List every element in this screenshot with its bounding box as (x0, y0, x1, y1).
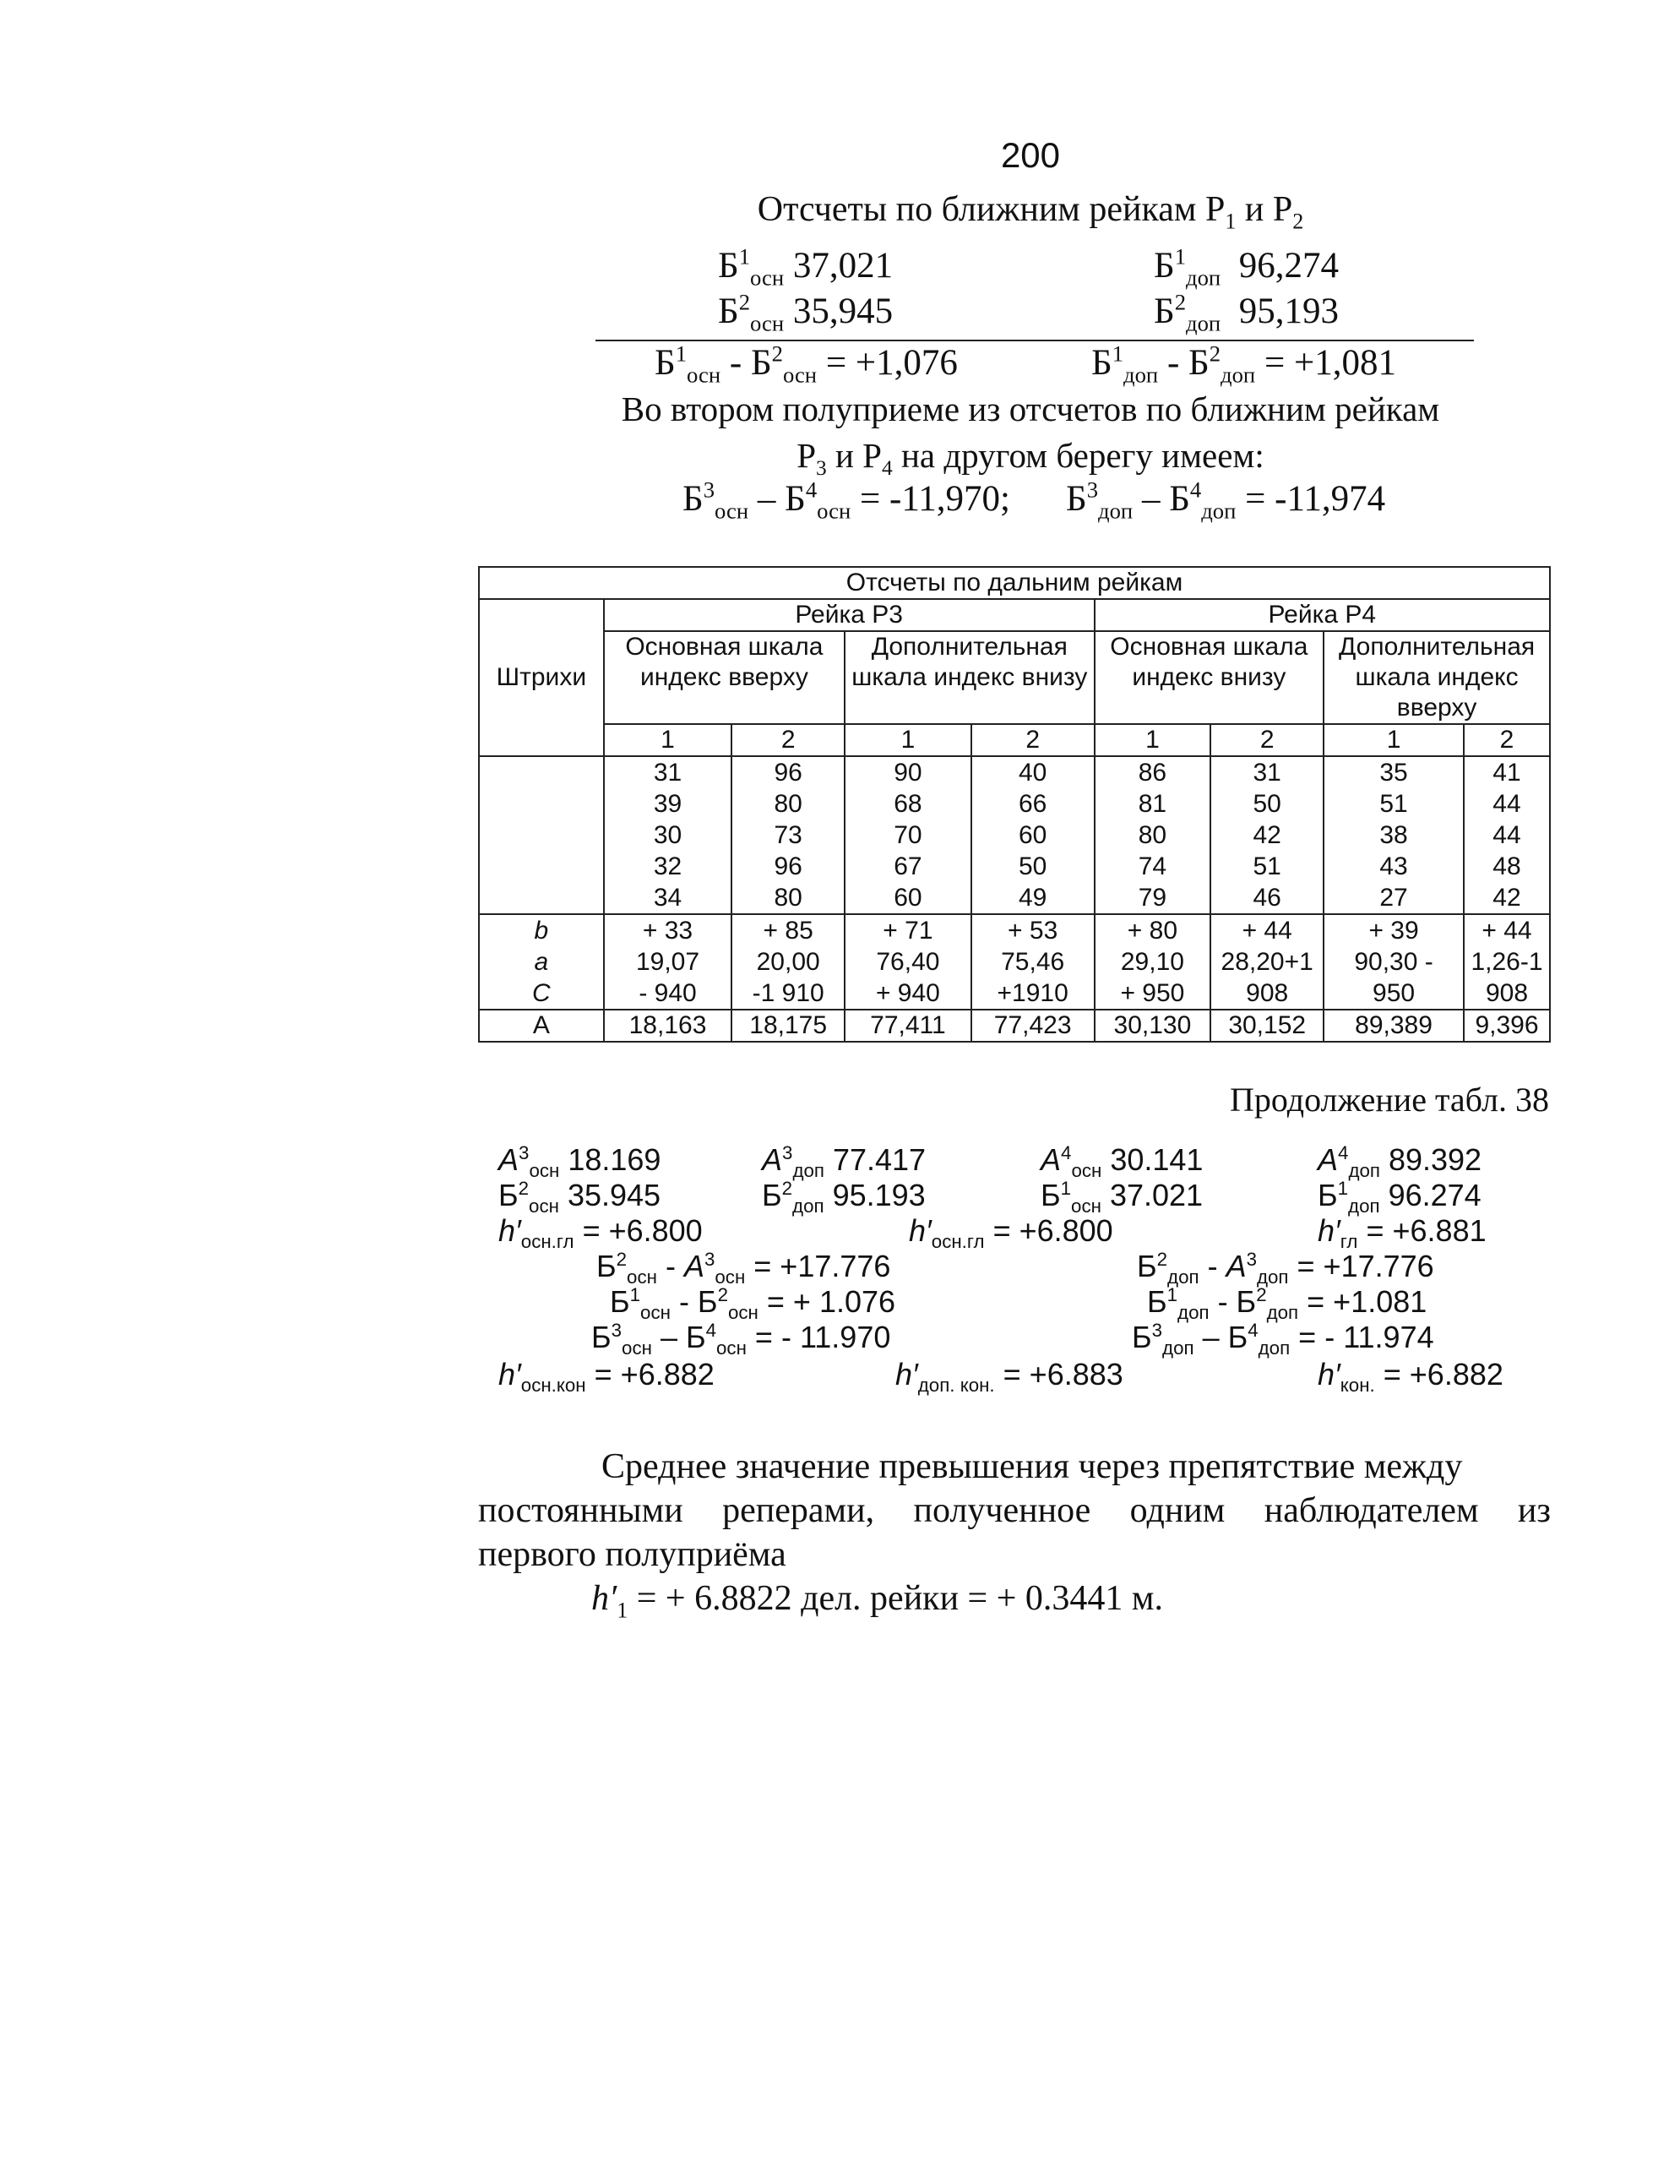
table-cell: 80 (1095, 820, 1211, 851)
near-b2-osn: $Б^2_{осн}$ 35,945 (718, 289, 894, 336)
calc-h-gl: $h'_{гл} = +6.881$ (1318, 1213, 1487, 1253)
table-total-row (479, 1010, 1550, 1042)
near-b1-osn: $Б^1_{осн}$ 37,021 (718, 243, 894, 291)
calc-h-osn-gl: $h'_{осн.гл} = +6.800$ (498, 1213, 703, 1253)
table-cell: 49 (971, 882, 1095, 914)
total-cell: 30,152 (1210, 1010, 1324, 1042)
table-cell: + 80 (1095, 914, 1211, 946)
near-rods-title: Отсчеты по ближним рейкам $Р_1$ и $Р_2$ (757, 190, 1304, 234)
table-cell: 1,26-1 (1464, 946, 1550, 978)
table-cell: 60 (971, 820, 1095, 851)
table-cell: 90,30 - (1324, 946, 1464, 978)
total-label: A (479, 1010, 604, 1042)
calc-b2-a3-osn: $Б^2_{осн} - A^3_{осн} = +17.776$ (596, 1249, 891, 1288)
table-title: Отсчеты по дальним рейкам (479, 567, 1550, 599)
strokes-header-top (479, 599, 604, 631)
group-p4-extra: Дополнительная шкала индекс вверху (1324, 631, 1550, 724)
table-cell: 30 (604, 820, 732, 851)
paragraph-line1: Среднее значение превышения через препятствие между (601, 1447, 1463, 1486)
total-cell: 89,389 (1324, 1010, 1464, 1042)
calc-h-dop-kon: $h'_{доп. кон.} = +6.883$ (895, 1357, 1123, 1397)
rod-p3-header: Рейка Р3 (604, 599, 1095, 631)
calc-row-label: a (479, 946, 604, 978)
calc-b1-dop: $Б^1_{доп}$ 96.274 (1318, 1178, 1482, 1217)
table-cell: +1910 (971, 978, 1095, 1010)
total-cell: 30,130 (1095, 1010, 1211, 1042)
table-cell: 34 (604, 882, 732, 914)
table-cell: + 71 (845, 914, 971, 946)
subheader-cell: 1 (604, 724, 732, 756)
table-continuation: Продолжение табл. 38 (1230, 1081, 1549, 1119)
strokes-label-cell (479, 820, 604, 851)
near-diff-osn: $Б^1_{осн} - Б^2_{осн} = +1,076$ (655, 340, 958, 388)
total-cell: 77,411 (845, 1010, 971, 1042)
calc-b2-osn: $Б^2_{осн}$ 35.945 (498, 1178, 661, 1217)
calc-h-dop-gl: $h'_{осн.гл} = +6.800$ (909, 1213, 1113, 1253)
table-cell: 44 (1464, 788, 1550, 820)
table-cell: 50 (1210, 788, 1324, 820)
near-diff-dop: $Б^1_{доп} - Б^2_{доп} = +1,081$ (1091, 340, 1396, 388)
calc-row-label: b (479, 914, 604, 946)
table-cell: + 33 (604, 914, 732, 946)
calc-b3-b4-osn: $Б^3_{осн} - Б^4_{осн}$ = - 11.970 (591, 1320, 891, 1359)
strokes-label-cell (479, 851, 604, 882)
table-cell: 19,07 (604, 946, 732, 978)
table-cell: 50 (971, 851, 1095, 882)
near-sum-rule (595, 340, 1474, 341)
table-cell: 66 (971, 788, 1095, 820)
table-cell: 42 (1464, 882, 1550, 914)
table-row (479, 946, 1550, 978)
subheader-cell: 2 (971, 724, 1095, 756)
table-cell: 51 (1324, 788, 1464, 820)
table-cell: 20,00 (731, 946, 845, 978)
calc-a3-osn: $A^3_{осн}$ 18.169 (498, 1142, 661, 1182)
table-row (479, 756, 1550, 788)
subheader-cell: 1 (1095, 724, 1211, 756)
table-cell: 950 (1324, 978, 1464, 1010)
table-cell: 81 (1095, 788, 1211, 820)
table-cell: 67 (845, 851, 971, 882)
strokes-label-cell (479, 756, 604, 788)
group-p3-main: Основная шкала индекс вверху (604, 631, 845, 724)
table-cell: 70 (845, 820, 971, 851)
table-row (479, 820, 1550, 851)
table-cell: 73 (731, 820, 845, 851)
near-diff34-dop: $Б^3_{доп} - Б^4_{доп} = -11,974$ (1066, 477, 1386, 524)
strokes-label-cell (479, 788, 604, 820)
group-p4-main: Основная шкала индекс внизу (1095, 631, 1324, 724)
table-cell: 41 (1464, 756, 1550, 788)
table-cell: 96 (731, 756, 845, 788)
total-cell: 9,396 (1464, 1010, 1550, 1042)
second-half-line2: $Р_3$ и $Р_4$ на другом берегу имеем: (797, 436, 1264, 481)
table-cell: + 44 (1210, 914, 1324, 946)
table-cell: 68 (845, 788, 971, 820)
table-cell: 90 (845, 756, 971, 788)
table-cell: + 39 (1324, 914, 1464, 946)
table-calc-body (479, 914, 1550, 1010)
table-cell: 80 (731, 788, 845, 820)
table-cell: 46 (1210, 882, 1324, 914)
table-cell: + 44 (1464, 914, 1550, 946)
calc-b1-osn: $Б^1_{осн}$ 37.021 (1041, 1178, 1204, 1217)
table-subheader-row (479, 724, 1550, 756)
table-cell: 908 (1464, 978, 1550, 1010)
calc-b1-b2-osn: $Б^1_{осн} - Б^2_{осн}$ = + 1.076 (610, 1284, 896, 1324)
result-formula: $h'_1$ = + 6.8822 дел. рейки = + 0.3441 м. (591, 1579, 1163, 1623)
table-cell: 48 (1464, 851, 1550, 882)
table-row (479, 851, 1550, 882)
table-cell: 96 (731, 851, 845, 882)
subheader-cell: 1 (845, 724, 971, 756)
page-number: 200 (1000, 135, 1061, 175)
table-cell: + 950 (1095, 978, 1211, 1010)
table-cell: 29,10 (1095, 946, 1211, 978)
calc-row-label: C (479, 978, 604, 1010)
table-row (479, 978, 1550, 1010)
paragraph-line3: первого полуприёма (478, 1535, 786, 1574)
strokes-label-cell (479, 882, 604, 914)
near-b2-dop: $Б^2_{доп}$ 95,193 (1154, 289, 1339, 336)
table-group-row (479, 631, 1550, 724)
second-half-line1: Во втором полуприеме из отсчетов по ближним рейкам (621, 389, 1440, 428)
total-cell: 18,175 (731, 1010, 845, 1042)
paragraph-line2: постоянными реперами, полученное одним наблюдателем из (478, 1491, 1551, 1530)
calc-h-kon: $h'_{кон.} = +6.882$ (1318, 1357, 1503, 1397)
table-cell: 80 (731, 882, 845, 914)
calc-b1-b2-dop: $Б^1_{доп} - Б^2_{доп} = +1.081$ (1147, 1284, 1427, 1324)
calc-b2-dop: $Б^2_{доп}$ 95.193 (762, 1178, 926, 1217)
rod-p4-header: Рейка Р4 (1095, 599, 1550, 631)
table-cell: 40 (971, 756, 1095, 788)
table-cell: 39 (604, 788, 732, 820)
calc-a4-osn: $A^4_{осн}$ 30.141 (1041, 1142, 1204, 1182)
calc-h-osn-kon: $h'_{осн.кон} = +6.882$ (498, 1357, 715, 1397)
table-title-row (479, 567, 1550, 599)
subheader-cell: 2 (731, 724, 845, 756)
table-cell: + 53 (971, 914, 1095, 946)
subheader-cell: 1 (1324, 724, 1464, 756)
table-cell: 74 (1095, 851, 1211, 882)
table-cell: 42 (1210, 820, 1324, 851)
table-cell: - 940 (604, 978, 732, 1010)
table-cell: 35 (1324, 756, 1464, 788)
table-row (479, 914, 1550, 946)
table-cell: 86 (1095, 756, 1211, 788)
table-cell: 75,46 (971, 946, 1095, 978)
near-diff34-osn: $Б^3_{осн} - Б^4_{осн} = -11,970$; (682, 477, 1010, 524)
table-cell: 908 (1210, 978, 1324, 1010)
table-cell: + 940 (845, 978, 971, 1010)
subheader-cell: 2 (1210, 724, 1324, 756)
calc-b2-a3-dop: $Б^2_{доп} - A^3_{доп} = +17.776$ (1137, 1249, 1434, 1288)
table-data-body (479, 756, 1550, 914)
far-rods-table (478, 566, 1551, 1043)
table-cell: 43 (1324, 851, 1464, 882)
near-b1-dop: $Б^1_{доп}$ 96,274 (1154, 243, 1339, 291)
table-cell: 76,40 (845, 946, 971, 978)
table-cell: 51 (1210, 851, 1324, 882)
calc-a4-dop: $A^4_{доп}$ 89.392 (1318, 1142, 1482, 1182)
table-cell: 32 (604, 851, 732, 882)
table-rod-row (479, 599, 1550, 631)
total-cell: 77,423 (971, 1010, 1095, 1042)
table-cell: + 85 (731, 914, 845, 946)
table-row (479, 882, 1550, 914)
table-cell: 31 (1210, 756, 1324, 788)
total-cell: 18,163 (604, 1010, 732, 1042)
table-cell: 38 (1324, 820, 1464, 851)
calc-b3-b4-dop: $Б^3_{доп} - Б^4_{доп}$ = - 11.974 (1132, 1320, 1434, 1359)
table-cell: 79 (1095, 882, 1211, 914)
table-cell: 44 (1464, 820, 1550, 851)
table-cell: 27 (1324, 882, 1464, 914)
table-cell: 28,20+1 (1210, 946, 1324, 978)
group-p3-extra: Дополнительная шкала индекс внизу (845, 631, 1095, 724)
table-cell: -1 910 (731, 978, 845, 1010)
strokes-header-bottom (479, 724, 604, 756)
table-cell: 31 (604, 756, 732, 788)
calc-a3-dop: $A^3_{доп}$ 77.417 (762, 1142, 927, 1182)
table-row (479, 788, 1550, 820)
strokes-header: Штрихи (479, 631, 604, 724)
subheader-cell: 2 (1464, 724, 1550, 756)
table-cell: 60 (845, 882, 971, 914)
